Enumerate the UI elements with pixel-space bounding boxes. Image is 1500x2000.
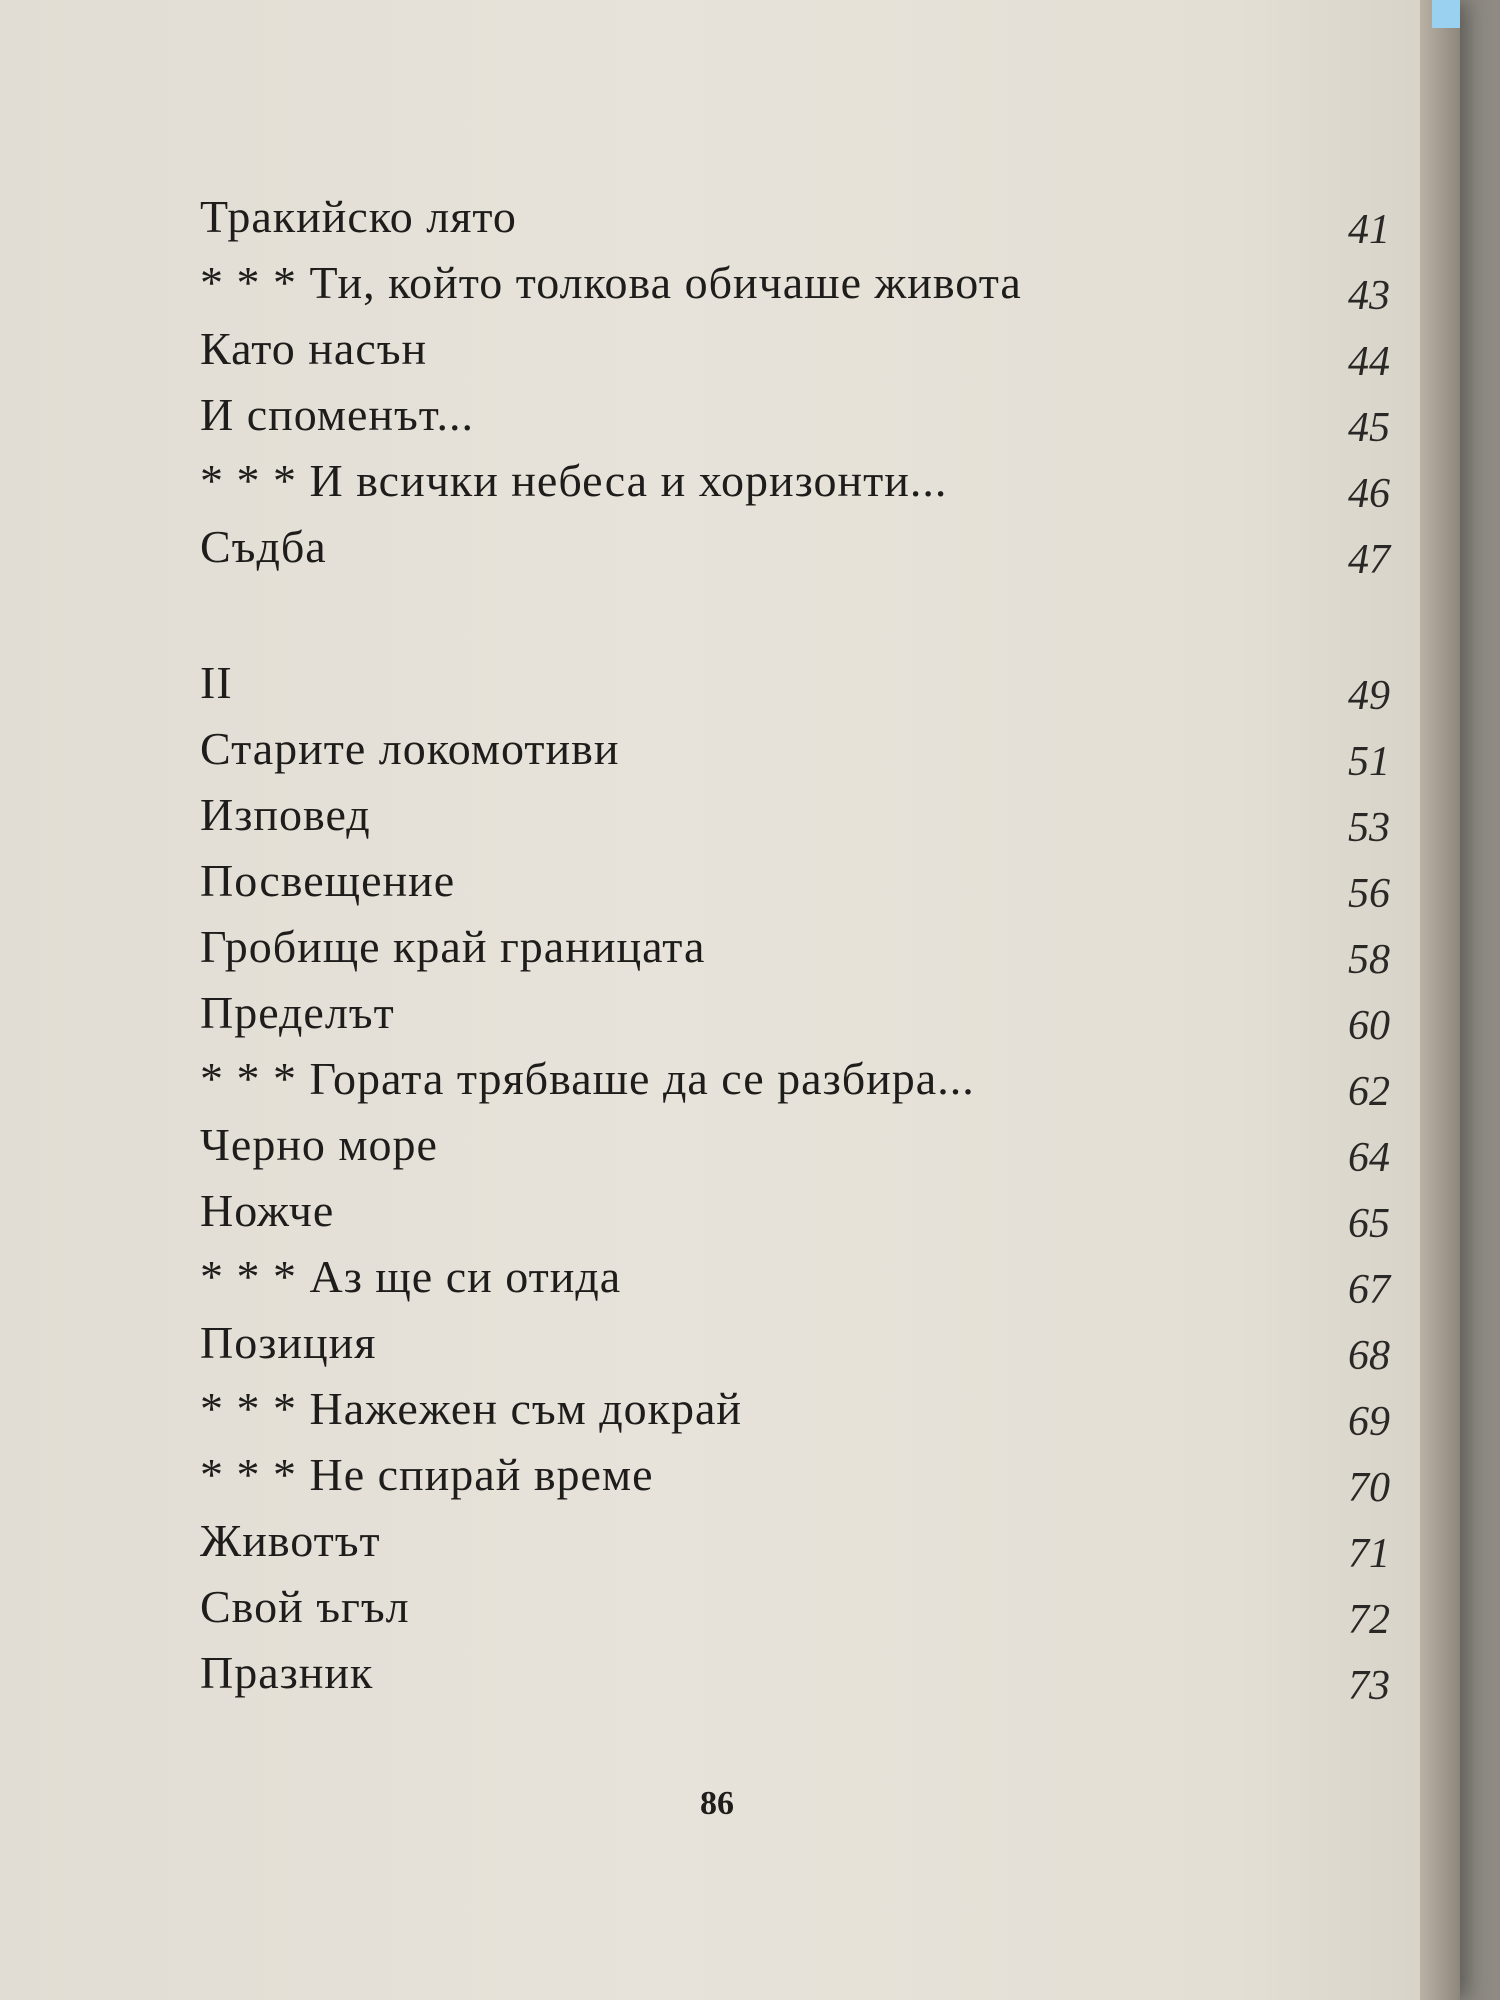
toc-entry-page: 69 — [1348, 1399, 1390, 1445]
toc-entry-page: 71 — [1348, 1531, 1390, 1577]
toc-entry — [200, 1382, 1390, 1448]
toc-entry — [200, 1646, 1390, 1712]
toc-entry — [200, 322, 1390, 388]
toc-entry — [200, 986, 1390, 1052]
page-number: 86 — [700, 1785, 734, 1822]
section-gap — [200, 586, 1390, 656]
toc-entry-title: И споменът... — [200, 389, 474, 440]
toc-entry-title: Пределът — [200, 987, 395, 1038]
toc-entry — [200, 190, 1390, 256]
toc-entry-page: 73 — [1348, 1663, 1390, 1709]
toc-entry — [200, 520, 1390, 586]
toc-entry — [200, 854, 1390, 920]
toc-entry-title: * * * Нажежен съм докрай — [200, 1383, 743, 1434]
toc-entry-title: * * * Аз ще си отида — [200, 1251, 622, 1302]
toc-entry-page: 46 — [1348, 471, 1390, 517]
toc-entry-title: * * * И всички небеса и хоризонти... — [200, 455, 948, 506]
toc-entry-title: Посвещение — [200, 855, 456, 906]
toc-entry-title: Празник — [200, 1647, 374, 1698]
toc-entry — [200, 1316, 1390, 1382]
toc-entry-page: 68 — [1348, 1333, 1390, 1379]
toc-entry — [200, 1580, 1390, 1646]
toc-entry-page: 53 — [1348, 805, 1390, 851]
background-corner — [1432, 0, 1460, 28]
toc-entry-page: 41 — [1348, 207, 1390, 253]
toc-entry-page: 56 — [1348, 871, 1390, 917]
toc-entry-title: Съдба — [200, 521, 327, 572]
toc-entry-page: 43 — [1348, 273, 1390, 319]
toc-entry-page: 60 — [1348, 1003, 1390, 1049]
toc-entry-title: * * * Ти, който толкова обичаше живота — [200, 257, 1022, 308]
toc-entry-title: Изповед — [200, 789, 371, 840]
toc-entry-page: 58 — [1348, 937, 1390, 983]
toc-entry-page: 47 — [1348, 537, 1390, 583]
toc-entry-page: 70 — [1348, 1465, 1390, 1511]
toc-entry-title: Гробище край границата — [200, 921, 706, 972]
toc-entry-page: 45 — [1348, 405, 1390, 451]
toc-entry-page: 64 — [1348, 1135, 1390, 1181]
toc-entry-title: Свой ъгъл — [200, 1581, 410, 1632]
toc-entry — [200, 1514, 1390, 1580]
toc-entry-page: 65 — [1348, 1201, 1390, 1247]
toc-entry-title: Ножче — [200, 1185, 335, 1236]
toc-entry-title: * * * Не спирай време — [200, 1449, 654, 1500]
toc-entry-title: Тракийско лято — [200, 191, 517, 242]
toc-entry-title: Позиция — [200, 1317, 377, 1368]
toc-entry-page: 49 — [1348, 673, 1390, 719]
toc-entry — [200, 1184, 1390, 1250]
toc-entry-page: 67 — [1348, 1267, 1390, 1313]
toc-entry-title: II — [200, 657, 233, 708]
toc-entry-page: 51 — [1348, 739, 1390, 785]
toc-entry-title: Животът — [200, 1515, 381, 1566]
toc-entry-title: Черно море — [200, 1119, 438, 1170]
toc-entry — [200, 920, 1390, 986]
toc-entry — [200, 1448, 1390, 1514]
page-edge — [1420, 0, 1460, 2000]
toc-entry-page: 44 — [1348, 339, 1390, 385]
toc-entry — [200, 1052, 1390, 1118]
toc-entry — [200, 388, 1390, 454]
toc-entry-page: 62 — [1348, 1069, 1390, 1115]
toc-entry-title: Като насън — [200, 323, 428, 374]
toc-entry — [200, 656, 1390, 722]
toc-entry-title: * * * Гората трябваше да се разбира... — [200, 1053, 975, 1104]
toc-entry — [200, 788, 1390, 854]
toc-entry-page: 72 — [1348, 1597, 1390, 1643]
toc-entry — [200, 1250, 1390, 1316]
toc-entry-title: Старите локомотиви — [200, 723, 620, 774]
toc-entry — [200, 256, 1390, 322]
table-of-contents — [200, 190, 1390, 1712]
toc-entry — [200, 1118, 1390, 1184]
toc-entry — [200, 722, 1390, 788]
toc-entry — [200, 454, 1390, 520]
